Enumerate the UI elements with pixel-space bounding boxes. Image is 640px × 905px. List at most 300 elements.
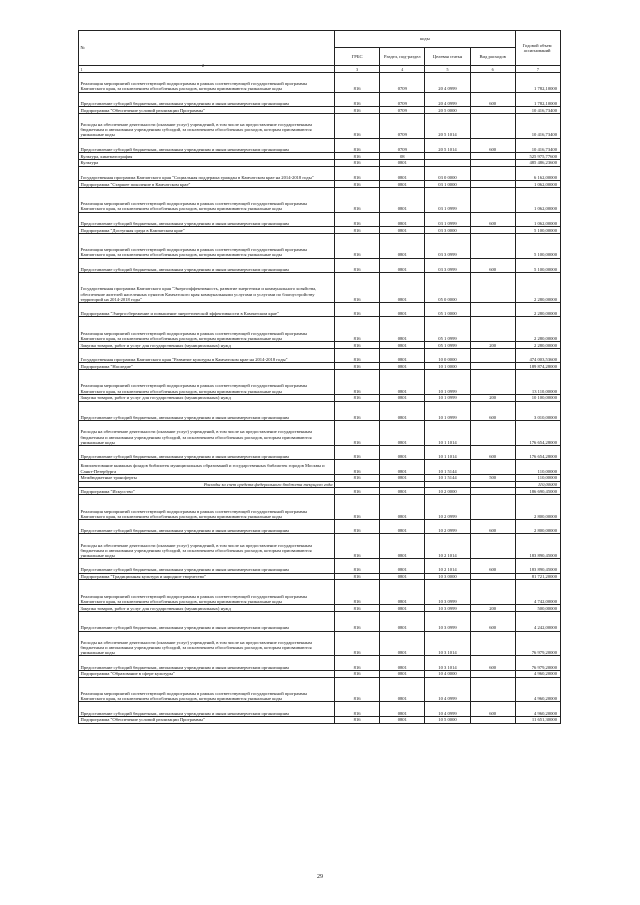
row-amount: 4 960,20000 [515, 702, 560, 716]
row-amount: 4 242,00000 [515, 612, 560, 632]
row-razdel: 0709 [380, 113, 425, 138]
row-celevaya-statya: 10 2 0000 [425, 488, 470, 495]
row-amount: 2 280,00000 [515, 272, 560, 302]
table-row [79, 534, 561, 559]
row-celevaya-statya: 10 4 0999 [425, 677, 470, 702]
row-razdel: 0801 [380, 180, 425, 187]
row-celevaya-statya: 10 4 0000 [425, 670, 470, 677]
row-razdel: 0801 [380, 559, 425, 573]
table-row [79, 401, 561, 421]
header-razdel: Раздел, под-раздел [380, 48, 425, 66]
row-razdel: 0801 [380, 212, 425, 226]
row-grbs: 816 [335, 702, 380, 716]
row-grbs: 816 [335, 187, 380, 212]
table-row [79, 92, 561, 106]
row-razdel: 0801 [380, 677, 425, 702]
row-grbs: 816 [335, 212, 380, 226]
header-celevaya: Целевая статья [425, 48, 470, 66]
row-grbs: 816 [335, 520, 380, 534]
row-vid-rashodov [470, 580, 515, 605]
row-razdel: 0801 [380, 580, 425, 605]
table-row [79, 180, 561, 187]
row-name: Государственная программа Камчатского края "Социальная поддержка граждан в Камчатском крае на 2014-2018 годы" [79, 166, 335, 180]
row-name: Подпрограмма "Искусство" [79, 488, 335, 495]
row-grbs: 816 [335, 460, 380, 474]
row-name: Государственная программа Камчатского края "Энергоэффективность, развитие энергетики и коммунального хозяйства, обеспечение жителей населенных пунктов Камчатского края коммунальными услугами и услугами по благоустройству территорий на 2014-2018 годы" [79, 272, 335, 302]
row-vid-rashodov [470, 187, 515, 212]
column-number: 1 [79, 66, 335, 73]
row-grbs: 816 [335, 73, 380, 93]
row-razdel: 0801 [380, 342, 425, 349]
table-header-row [79, 31, 561, 48]
row-name: Подпрограмма "Традиционная культура и народное творчество" [79, 573, 335, 580]
row-vid-rashodov [470, 573, 515, 580]
row-razdel: 0801 [380, 612, 425, 632]
row-amount: 4 742,00000 [515, 580, 560, 605]
row-name: Предоставление субсидий бюджетным, автономным учреждениям и иным некоммерческим организациям [79, 520, 335, 534]
row-vid-rashodov [470, 363, 515, 370]
table-row [79, 394, 561, 401]
row-celevaya-statya: 03 1 0999 [425, 187, 470, 212]
row-amount: 525 975,77600 [515, 152, 560, 159]
row-amount: 4 960,20000 [515, 670, 560, 677]
table-row [79, 73, 561, 93]
row-grbs: 816 [335, 631, 380, 656]
row-vid-rashodov [470, 233, 515, 258]
column-number: 7 [515, 66, 560, 73]
header-annual: Годовой объем ассигнований [515, 31, 560, 66]
table-row [79, 580, 561, 605]
row-grbs: 816 [335, 92, 380, 106]
table-row [79, 370, 561, 395]
row-amount: 1 062,00000 [515, 180, 560, 187]
row-celevaya-statya: 05 1 0999 [425, 342, 470, 349]
row-amount: 176 654,28000 [515, 421, 560, 446]
header-number: № [79, 31, 335, 66]
row-name: Предоставление субсидий бюджетным, автономным учреждениям и иным некоммерческим организациям [79, 212, 335, 226]
row-name: Реализация мероприятий соответствующей подпрограммы в рамках соответствующей государственной программы Камчатского края, за исключением обособленных расходов, которым присваиваются уникальные коды [79, 73, 335, 93]
row-celevaya-statya: 03 3 0000 [425, 226, 470, 233]
row-grbs: 816 [335, 474, 380, 481]
row-celevaya-statya: 10 2 1014 [425, 534, 470, 559]
row-razdel: 0801 [380, 460, 425, 474]
row-razdel: 0801 [380, 302, 425, 316]
table-row [79, 212, 561, 226]
row-amount: 186 690,45000 [515, 488, 560, 495]
row-name: Предоставление субсидий бюджетным, автономным учреждениям и иным некоммерческим организациям [79, 559, 335, 573]
row-amount: 76 979,20000 [515, 631, 560, 656]
row-amount: 5 100,00000 [515, 258, 560, 272]
row-amount: 176 654,28000 [515, 446, 560, 460]
row-grbs: 816 [335, 180, 380, 187]
row-name: Расходы на обеспечение деятельности (оказание услуг) учреждений, в том числе на предоставление государственным бюджетным и автономным учреждениям субсидий, за исключением обособленных расходов, которым присваиваются уникальные коды [79, 631, 335, 656]
table-row [79, 481, 561, 488]
row-razdel: 08 [380, 152, 425, 159]
row-razdel: 0801 [380, 702, 425, 716]
row-amount: 10 100,00000 [515, 394, 560, 401]
row-vid-rashodov: 600 [470, 656, 515, 670]
row-vid-rashodov [470, 166, 515, 180]
row-name: Реализация мероприятий соответствующей подпрограммы в рамках соответствующей государственной программы Камчатского края, за исключением обособленных расходов, которым присваиваются уникальные коды [79, 677, 335, 702]
row-vid-rashodov: 200 [470, 605, 515, 612]
row-celevaya-statya: 10 1 0999 [425, 370, 470, 395]
table-row [79, 302, 561, 316]
row-celevaya-statya: 20 4 0999 [425, 92, 470, 106]
row-razdel: 0801 [380, 166, 425, 180]
header-vid: Вид расходов [470, 48, 515, 66]
row-grbs: 816 [335, 401, 380, 421]
row-celevaya-statya: 10 2 0999 [425, 520, 470, 534]
row-vid-rashodov [470, 73, 515, 93]
table-row [79, 677, 561, 702]
row-razdel: 0709 [380, 73, 425, 93]
column-number: 5 [425, 66, 470, 73]
row-celevaya-statya: 20 4 0999 [425, 73, 470, 93]
row-celevaya-statya: 10 2 1014 [425, 559, 470, 573]
row-vid-rashodov [470, 670, 515, 677]
row-amount: 6 162,00000 [515, 166, 560, 180]
row-vid-rashodov [470, 113, 515, 138]
table-body [79, 73, 561, 724]
row-name: Закупка товаров, работ и услуг для государственных (муниципальных) нужд [79, 605, 335, 612]
row-amount: 11 651,30000 [515, 716, 560, 723]
row-grbs: 816 [335, 394, 380, 401]
row-name: Подпрограмма "Энергосбережение и повышение энергетической эффективности в Камчатском крае" [79, 302, 335, 316]
table-row [79, 656, 561, 670]
row-grbs: 816 [335, 612, 380, 632]
row-name: Предоставление субсидий бюджетным, автономным учреждениям и иным некоммерческим организациям [79, 401, 335, 421]
row-grbs: 816 [335, 421, 380, 446]
row-celevaya-statya: 05 1 0999 [425, 317, 470, 342]
row-amount: 110,00000 [515, 481, 560, 488]
row-grbs: 816 [335, 302, 380, 316]
row-name: Реализация мероприятий соответствующей подпрограммы в рамках соответствующей государственной программы Камчатского края, за исключением обособленных расходов, которым присваиваются уникальные коды [79, 317, 335, 342]
row-amount: 2 280,00000 [515, 302, 560, 316]
row-name: Предоставление субсидий бюджетным, автономным учреждениям и иным некоммерческим организациям [79, 138, 335, 152]
row-celevaya-statya: 20 5 0000 [425, 106, 470, 113]
row-razdel: 0801 [380, 258, 425, 272]
row-vid-rashodov: 600 [470, 138, 515, 152]
row-razdel: 0709 [380, 92, 425, 106]
row-razdel: 0709 [380, 106, 425, 113]
row-name: Реализация мероприятий соответствующей подпрограммы в рамках соответствующей государственной программы Камчатского края, за исключением обособленных расходов, которым присваиваются уникальные коды [79, 370, 335, 395]
row-name: Межбюджетные трансферты [79, 474, 335, 481]
table-row [79, 559, 561, 573]
row-grbs: 816 [335, 106, 380, 113]
row-amount: 1 062,00000 [515, 212, 560, 226]
row-amount: 2 280,00000 [515, 317, 560, 342]
row-celevaya-statya [425, 159, 470, 166]
row-celevaya-statya: 03 1 0999 [425, 212, 470, 226]
row-amount: 500,00000 [515, 605, 560, 612]
row-vid-rashodov: 600 [470, 702, 515, 716]
row-name: Подпрограмма "Обеспечение условий реализации Программы" [79, 106, 335, 113]
row-amount: 3 010,00000 [515, 401, 560, 421]
row-vid-rashodov [470, 481, 515, 488]
table-row [79, 152, 561, 159]
table-row [79, 474, 561, 481]
row-razdel: 0801 [380, 656, 425, 670]
row-celevaya-statya: 10 3 0999 [425, 580, 470, 605]
table-row [79, 138, 561, 152]
row-grbs: 816 [335, 233, 380, 258]
row-razdel: 0801 [380, 670, 425, 677]
table-row [79, 520, 561, 534]
row-grbs: 816 [335, 573, 380, 580]
row-name: Реализация мероприятий соответствующей подпрограммы в рамках соответствующей государственной программы Камчатского края, за исключением обособленных расходов, которым присваиваются уникальные коды [79, 187, 335, 212]
row-amount: 183 890,45000 [515, 534, 560, 559]
row-vid-rashodov: 200 [470, 342, 515, 349]
table-row [79, 612, 561, 632]
row-vid-rashodov [470, 226, 515, 233]
table-row [79, 342, 561, 349]
row-vid-rashodov [470, 716, 515, 723]
row-razdel: 0801 [380, 401, 425, 421]
row-celevaya-statya: 10 3 1014 [425, 631, 470, 656]
row-razdel: 0801 [380, 226, 425, 233]
row-amount: 2 800,00000 [515, 495, 560, 520]
row-vid-rashodov [470, 370, 515, 395]
row-vid-rashodov: 600 [470, 212, 515, 226]
row-name: Подпрограмма "Обеспечение условий реализации Программы" [79, 716, 335, 723]
row-razdel: 0801 [380, 631, 425, 656]
row-razdel: 0801 [380, 573, 425, 580]
row-grbs: 816 [335, 605, 380, 612]
row-name: Реализация мероприятий соответствующей подпрограммы в рамках соответствующей государственной программы Камчатского края, за исключением обособленных расходов, которым присваиваются уникальные коды [79, 495, 335, 520]
row-celevaya-statya: 10 1 1014 [425, 421, 470, 446]
row-razdel: 0801 [380, 495, 425, 520]
row-grbs: 816 [335, 138, 380, 152]
row-name: Подпрограмма "Доступная среда в Камчатском крае" [79, 226, 335, 233]
row-vid-rashodov [470, 152, 515, 159]
row-vid-rashodov [470, 677, 515, 702]
row-vid-rashodov [470, 317, 515, 342]
row-celevaya-statya: 10 5 0000 [425, 716, 470, 723]
row-grbs: 816 [335, 656, 380, 670]
column-number-2: 2 [202, 63, 204, 68]
row-name: Предоставление субсидий бюджетным, автономным учреждениям и иным некоммерческим организациям [79, 612, 335, 632]
row-vid-rashodov: 200 [470, 394, 515, 401]
row-amount: 110,00000 [515, 474, 560, 481]
row-celevaya-statya: 05 1 0000 [425, 302, 470, 316]
row-celevaya-statya [425, 152, 470, 159]
row-celevaya-statya [425, 481, 470, 488]
row-name: Реализация мероприятий соответствующей подпрограммы в рамках соответствующей государственной программы Камчатского края, за исключением обособленных расходов, которым присваиваются уникальные коды [79, 580, 335, 605]
table-row [79, 488, 561, 495]
row-celevaya-statya: 10 0 0000 [425, 348, 470, 362]
row-name: Закупка товаров, работ и услуг для государственных (муниципальных) нужд [79, 394, 335, 401]
header-grbs: ГРБС [335, 48, 380, 66]
row-amount: 474 003,53600 [515, 348, 560, 362]
column-number: 3 [335, 66, 380, 73]
row-celevaya-statya: 10 3 0000 [425, 573, 470, 580]
row-grbs: 816 [335, 152, 380, 159]
row-vid-rashodov [470, 348, 515, 362]
row-name: Культура, кинематография [79, 152, 335, 159]
row-grbs: 816 [335, 534, 380, 559]
row-amount: 81 721,20000 [515, 573, 560, 580]
row-celevaya-statya: 10 3 0999 [425, 605, 470, 612]
row-razdel: 0801 [380, 716, 425, 723]
row-vid-rashodov: 600 [470, 401, 515, 421]
row-razdel: 0801 [380, 317, 425, 342]
budget-table-sheet [78, 30, 561, 724]
row-amount: 1 782,10000 [515, 73, 560, 93]
row-grbs: 816 [335, 272, 380, 302]
row-grbs [335, 481, 380, 488]
table-row [79, 166, 561, 180]
table-row [79, 363, 561, 370]
row-celevaya-statya: 10 4 0999 [425, 702, 470, 716]
row-grbs: 816 [335, 348, 380, 362]
page-number: 29 [317, 874, 323, 880]
row-vid-rashodov: 600 [470, 258, 515, 272]
row-vid-rashodov [470, 272, 515, 302]
row-celevaya-statya: 10 3 0999 [425, 612, 470, 632]
row-grbs: 816 [335, 258, 380, 272]
row-vid-rashodov: 600 [470, 559, 515, 573]
row-razdel: 0801 [380, 534, 425, 559]
row-vid-rashodov [470, 534, 515, 559]
row-razdel: 0709 [380, 138, 425, 152]
row-vid-rashodov: 600 [470, 446, 515, 460]
row-razdel: 0801 [380, 421, 425, 446]
row-grbs: 816 [335, 559, 380, 573]
table-row [79, 460, 561, 474]
table-row [79, 317, 561, 342]
table-row [79, 495, 561, 520]
row-amount: 4 960,20000 [515, 677, 560, 702]
row-vid-rashodov [470, 495, 515, 520]
row-celevaya-statya: 10 1 0999 [425, 401, 470, 421]
row-celevaya-statya: 03 1 0000 [425, 180, 470, 187]
table-row [79, 716, 561, 723]
table-row [79, 159, 561, 166]
row-name: Расходы за счет средств федерального бюджета текущего года [79, 481, 335, 488]
row-name: Расходы на обеспечение деятельности (оказание услуг) учреждений, в том числе на предоставление государственным бюджетным и автономным учреждениям субсидий, за исключением обособленных расходов, которым присваиваются уникальные коды [79, 534, 335, 559]
row-grbs: 816 [335, 317, 380, 342]
row-amount: 13 110,00000 [515, 370, 560, 395]
row-amount: 183 890,45000 [515, 559, 560, 573]
row-name: Предоставление субсидий бюджетным, автономным учреждениям и иным некоммерческим организациям [79, 702, 335, 716]
table-row [79, 226, 561, 233]
row-grbs: 816 [335, 363, 380, 370]
row-amount: 5 100,00000 [515, 233, 560, 258]
row-celevaya-statya: 03 0 0000 [425, 166, 470, 180]
row-celevaya-statya: 10 1 0000 [425, 363, 470, 370]
row-name: Культура [79, 159, 335, 166]
row-amount: 10 416,73400 [515, 113, 560, 138]
row-razdel: 0801 [380, 272, 425, 302]
table-row [79, 187, 561, 212]
row-amount: 10 416,73400 [515, 138, 560, 152]
row-celevaya-statya: 03 3 0999 [425, 258, 470, 272]
table-row [79, 670, 561, 677]
row-amount: 5 100,00000 [515, 226, 560, 233]
row-razdel: 0801 [380, 233, 425, 258]
row-celevaya-statya: 10 1 5144 [425, 460, 470, 474]
row-amount: 2 280,00000 [515, 342, 560, 349]
table-row [79, 421, 561, 446]
row-razdel: 0801 [380, 348, 425, 362]
row-grbs: 816 [335, 495, 380, 520]
table-row [79, 272, 561, 302]
row-name: Подпрограмма "Наследие" [79, 363, 335, 370]
column-number-row [79, 66, 561, 73]
row-amount: 1 062,00000 [515, 187, 560, 212]
row-celevaya-statya: 10 1 0999 [425, 394, 470, 401]
row-name: Государственная программа Камчатского края "Развитие культуры в Камчатском крае на 2014-2018 годы" [79, 348, 335, 362]
budget-table [78, 30, 561, 724]
row-vid-rashodov: 600 [470, 612, 515, 632]
row-celevaya-statya: 20 5 1014 [425, 113, 470, 138]
row-name: Предоставление субсидий бюджетным, автономным учреждениям и иным некоммерческим организациям [79, 92, 335, 106]
row-razdel: 0801 [380, 446, 425, 460]
row-name: Предоставление субсидий бюджетным, автономным учреждениям и иным некоммерческим организациям [79, 656, 335, 670]
row-vid-rashodov [470, 106, 515, 113]
row-grbs: 816 [335, 580, 380, 605]
table-row [79, 258, 561, 272]
row-razdel: 0801 [380, 159, 425, 166]
row-name: Реализация мероприятий соответствующей подпрограммы в рамках соответствующей государственной программы Камчатского края, за исключением обособленных расходов, которым присваиваются уникальные коды [79, 233, 335, 258]
row-celevaya-statya: 10 1 5144 [425, 474, 470, 481]
column-number: 6 [470, 66, 515, 73]
row-name: Закупка товаров, работ и услуг для государственных (муниципальных) нужд [79, 342, 335, 349]
row-grbs: 816 [335, 113, 380, 138]
table-row [79, 573, 561, 580]
row-celevaya-statya: 10 2 0999 [425, 495, 470, 520]
column-number: 4 [380, 66, 425, 73]
row-name: Расходы на обеспечение деятельности (оказание услуг) учреждений, в том числе на предоставление государственным бюджетным и автономным учреждениям субсидий, за исключением обособленных расходов, которым присваиваются уникальные коды [79, 113, 335, 138]
row-grbs: 816 [335, 670, 380, 677]
table-row [79, 605, 561, 612]
row-grbs: 816 [335, 159, 380, 166]
table-row [79, 233, 561, 258]
table-row [79, 113, 561, 138]
table-row [79, 106, 561, 113]
row-vid-rashodov [470, 631, 515, 656]
table-row [79, 446, 561, 460]
table-row [79, 702, 561, 716]
row-celevaya-statya: 03 3 0999 [425, 233, 470, 258]
row-grbs: 816 [335, 677, 380, 702]
row-celevaya-statya: 10 1 1014 [425, 446, 470, 460]
row-name: Предоставление субсидий бюджетным, автономным учреждениям и иным некоммерческим организациям [79, 258, 335, 272]
row-grbs: 816 [335, 342, 380, 349]
row-razdel: 0801 [380, 605, 425, 612]
row-razdel: 0801 [380, 488, 425, 495]
row-razdel: 0801 [380, 520, 425, 534]
row-vid-rashodov: 600 [470, 92, 515, 106]
row-name: Подпрограмма "Старшее поколение в Камчатском крае" [79, 180, 335, 187]
row-vid-rashodov: 600 [470, 520, 515, 534]
row-name: Подпрограмма "Образование в сфере культуры" [79, 670, 335, 677]
row-vid-rashodov [470, 460, 515, 474]
row-grbs: 816 [335, 166, 380, 180]
row-amount: 2 800,00000 [515, 520, 560, 534]
row-razdel: 0801 [380, 474, 425, 481]
row-amount: 189 874,28000 [515, 363, 560, 370]
row-celevaya-statya: 20 5 1014 [425, 138, 470, 152]
table-row [79, 631, 561, 656]
row-grbs: 816 [335, 488, 380, 495]
row-amount: 485 486,23600 [515, 159, 560, 166]
table-row [79, 348, 561, 362]
row-grbs: 816 [335, 446, 380, 460]
row-amount: 76 979,20000 [515, 656, 560, 670]
row-grbs: 816 [335, 716, 380, 723]
row-razdel: 0801 [380, 394, 425, 401]
